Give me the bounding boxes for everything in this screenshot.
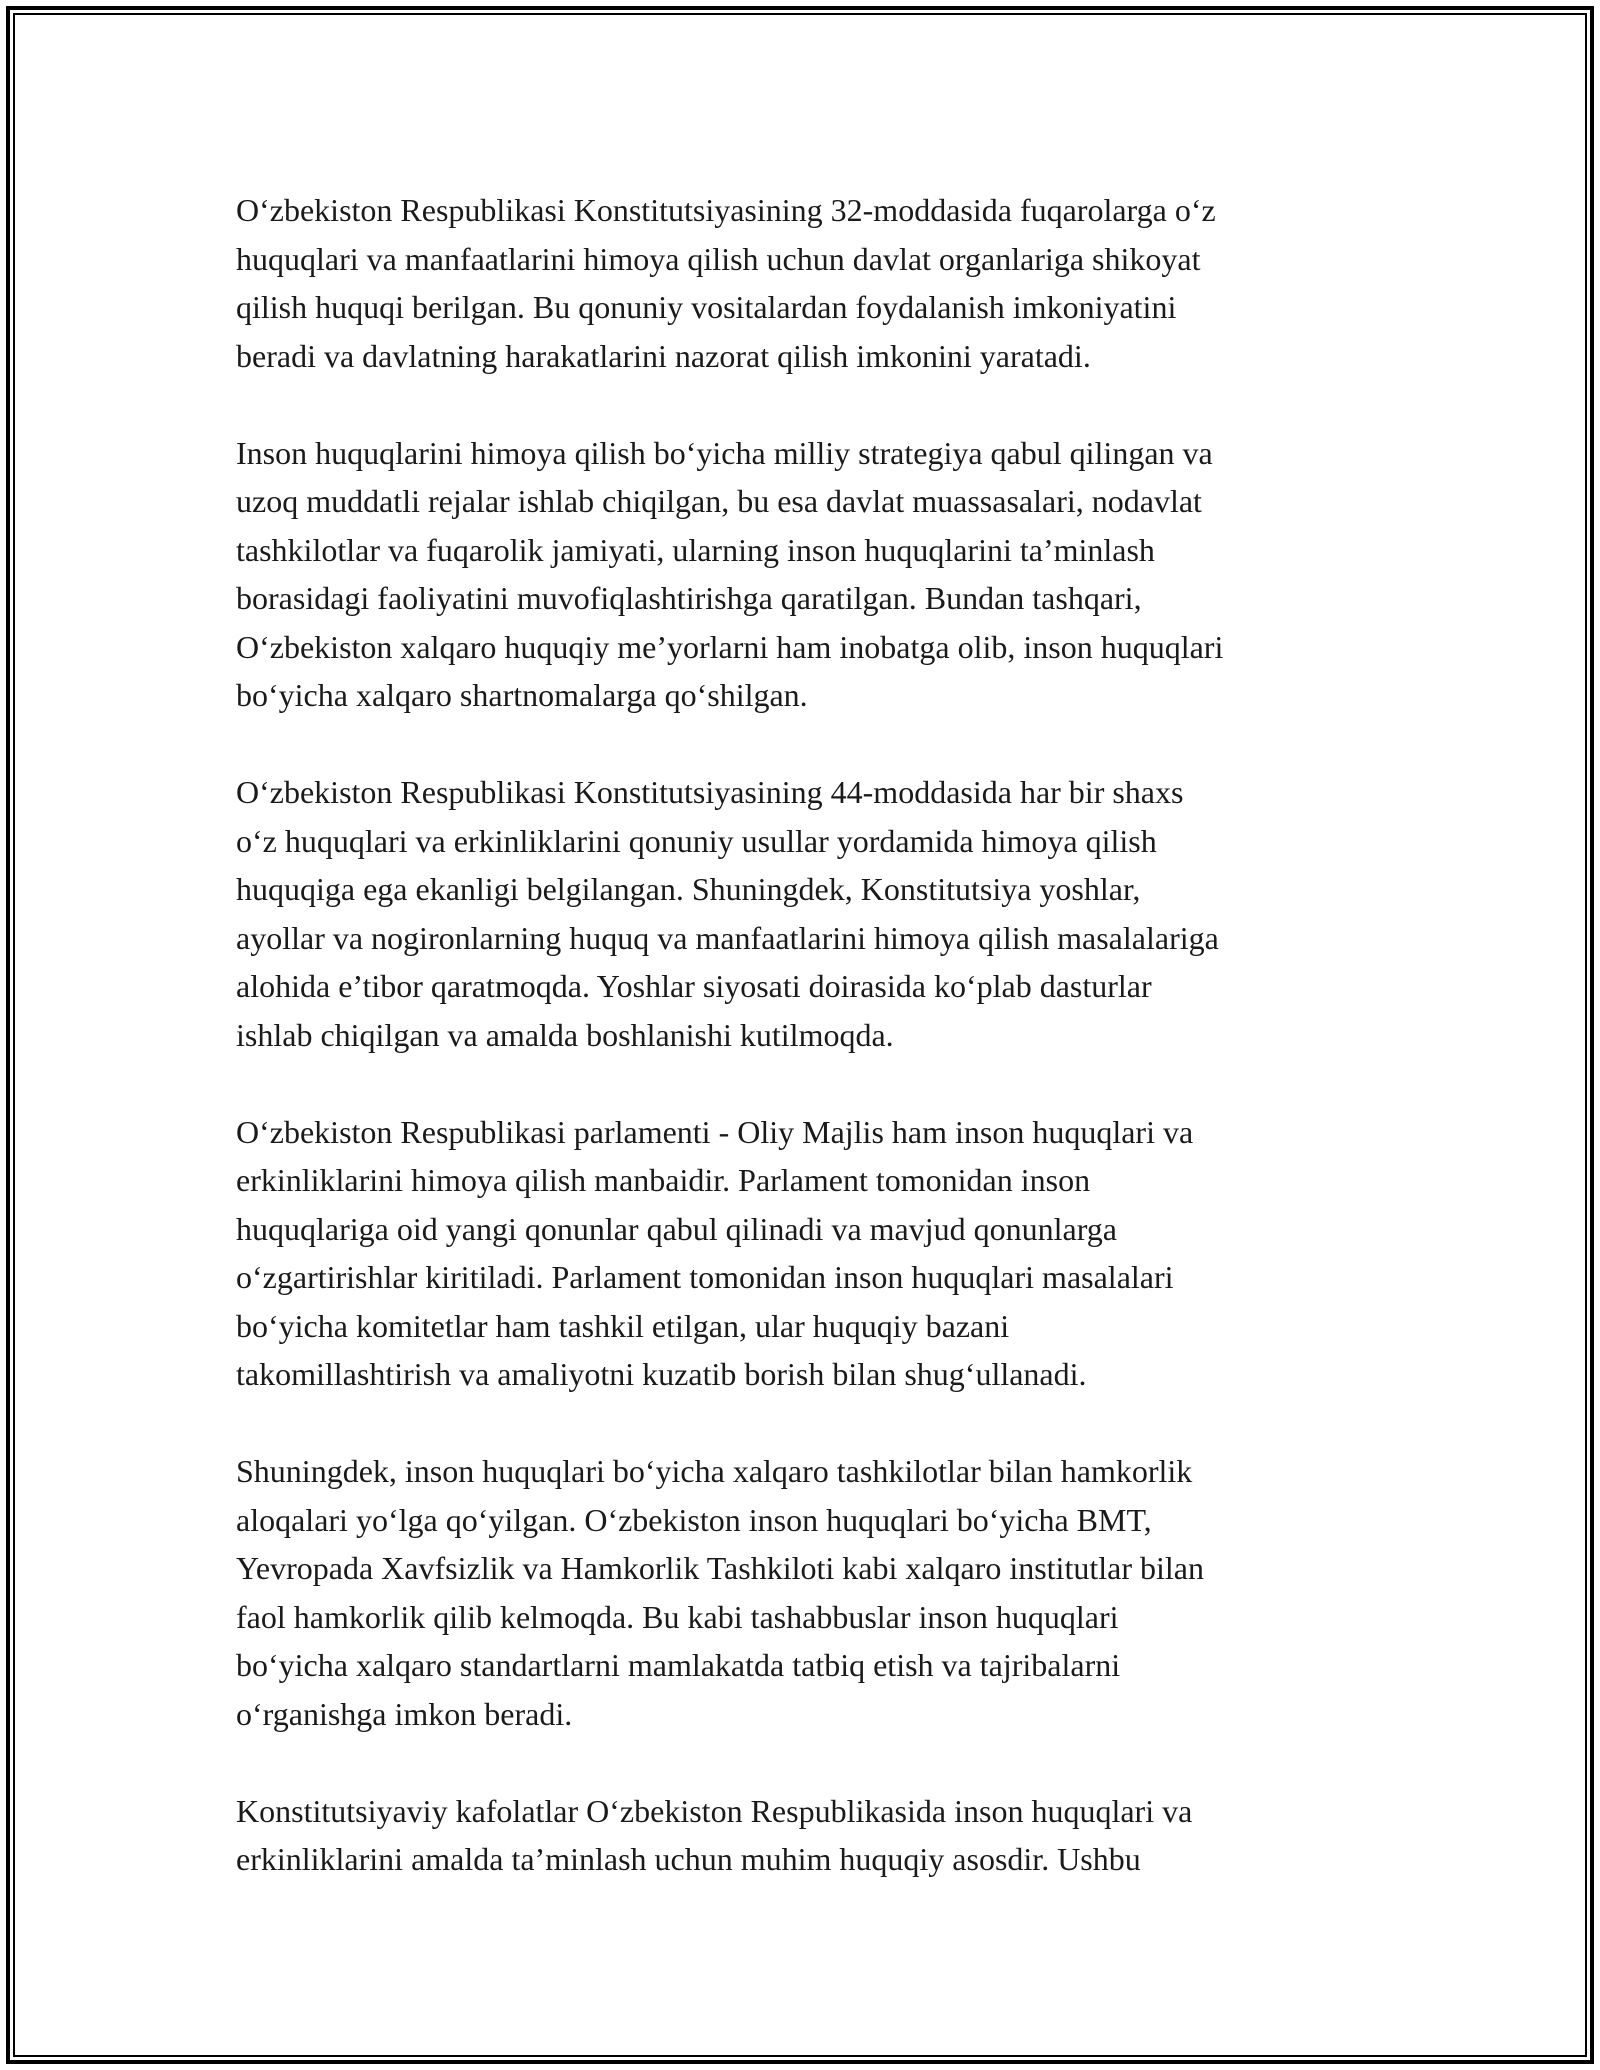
text-line: O‘zbekiston xalqaro huquqiy me’yorlarni ham inobatga olib, inson huquqlari	[236, 628, 1224, 665]
text-line: Shuningdek, inson huquqlari bo‘yicha xalqaro tashkilotlar bilan hamkorlik	[236, 1453, 1193, 1489]
text-line: bo‘yicha xalqaro standartlarni mamlakatda tatbiq etish va tajribalarni	[236, 1647, 1121, 1683]
paragraph	[236, 1787, 1376, 1884]
text-line: huquqiga ega ekanligi belgilangan. Shuningdek, Konstitutsiya yoshlar,	[236, 871, 1141, 907]
text-line: takomillashtirish va amaliyotni kuzatib borish bilan shug‘ullanadi.	[236, 1356, 1087, 1392]
text-line: ishlab chiqilgan va amalda boshlanishi kutilmoqda.	[236, 1016, 894, 1053]
text-line: qilish huquqi berilgan. Bu qonuniy vositalardan foydalanish imkoniyatini	[236, 289, 1177, 325]
text-line: ayollar va nogironlarning huquq va manfaatlarini himoya qilish masalalariga	[236, 919, 1219, 956]
text-line: huquqlari va manfaatlarini himoya qilish uchun davlat organlariga shikoyat	[236, 240, 1201, 277]
text-line: Inson huquqlarini himoya qilish bo‘yicha milliy strategiya qabul qilingan va	[236, 434, 1213, 471]
text-line: o‘z huquqlari va erkinliklarini qonuniy usullar yordamida himoya qilish	[236, 822, 1157, 859]
text-line: o‘rganishga imkon beradi.	[236, 1695, 573, 1732]
text-line: O‘zbekiston Respublikasi parlamenti - Oliy Majlis ham inson huquqlari va	[236, 1113, 1194, 1150]
text-line: faol hamkorlik qilib kelmoqda. Bu kabi tashabbuslar inson huquqlari	[236, 1598, 1119, 1635]
document-body	[236, 186, 1376, 1932]
text-line: aloqalari yo‘lga qo‘yilgan. O‘zbekiston inson huquqlari bo‘yicha BMT,	[236, 1501, 1152, 1538]
text-line: erkinliklarini amalda ta’minlash uchun muhim huquqiy asosdir. Ushbu	[236, 1841, 1141, 1877]
text-line: bo‘yicha xalqaro shartnomalarga qo‘shilgan.	[236, 677, 808, 713]
text-line: o‘zgartirishlar kiritiladi. Parlament tomonidan inson huquqlari masalalari	[236, 1259, 1174, 1295]
paragraph	[236, 1447, 1376, 1738]
text-line: tashkilotlar va fuqarolik jamiyati, ularning inson huquqlarini ta’minlash	[236, 531, 1155, 568]
paragraph	[236, 768, 1376, 1059]
text-line: bo‘yicha komitetlar ham tashkil etilgan, ular huquqiy bazani	[236, 1307, 1010, 1344]
paragraph	[236, 429, 1376, 720]
text-line: beradi va davlatning harakatlarini nazorat qilish imkonini yaratadi.	[236, 337, 1091, 374]
text-line: erkinliklarini himoya qilish manbaidir. Parlament tomonidan inson	[236, 1162, 1091, 1198]
text-line: uzoq muddatli rejalar ishlab chiqilgan, bu esa davlat muassasalari, nodavlat	[236, 483, 1202, 519]
text-line: O‘zbekiston Respublikasi Konstitutsiyasining 44-moddasida har bir shaxs	[236, 774, 1184, 810]
text-line: Konstitutsiyaviy kafolatlar O‘zbekiston Respublikasida inson huquqlari va	[236, 1792, 1193, 1829]
text-line: Yevropada Xavfsizlik va Hamkorlik Tashkiloti kabi xalqaro institutlar bilan	[236, 1550, 1204, 1586]
text-line: alohida e’tibor qaratmoqda. Yoshlar siyosati doirasida ko‘plab dasturlar	[236, 968, 1152, 1004]
text-line: huquqlariga oid yangi qonunlar qabul qilinadi va mavjud qonunlarga	[236, 1210, 1117, 1247]
text-line: borasidagi faoliyatini muvofiqlashtirishga qaratilgan. Bundan tashqari,	[236, 580, 1142, 616]
text-line: O‘zbekiston Respublikasi Konstitutsiyasining 32-moddasida fuqarolarga o‘z	[236, 192, 1216, 228]
paragraph	[236, 186, 1376, 380]
paragraph	[236, 1108, 1376, 1399]
